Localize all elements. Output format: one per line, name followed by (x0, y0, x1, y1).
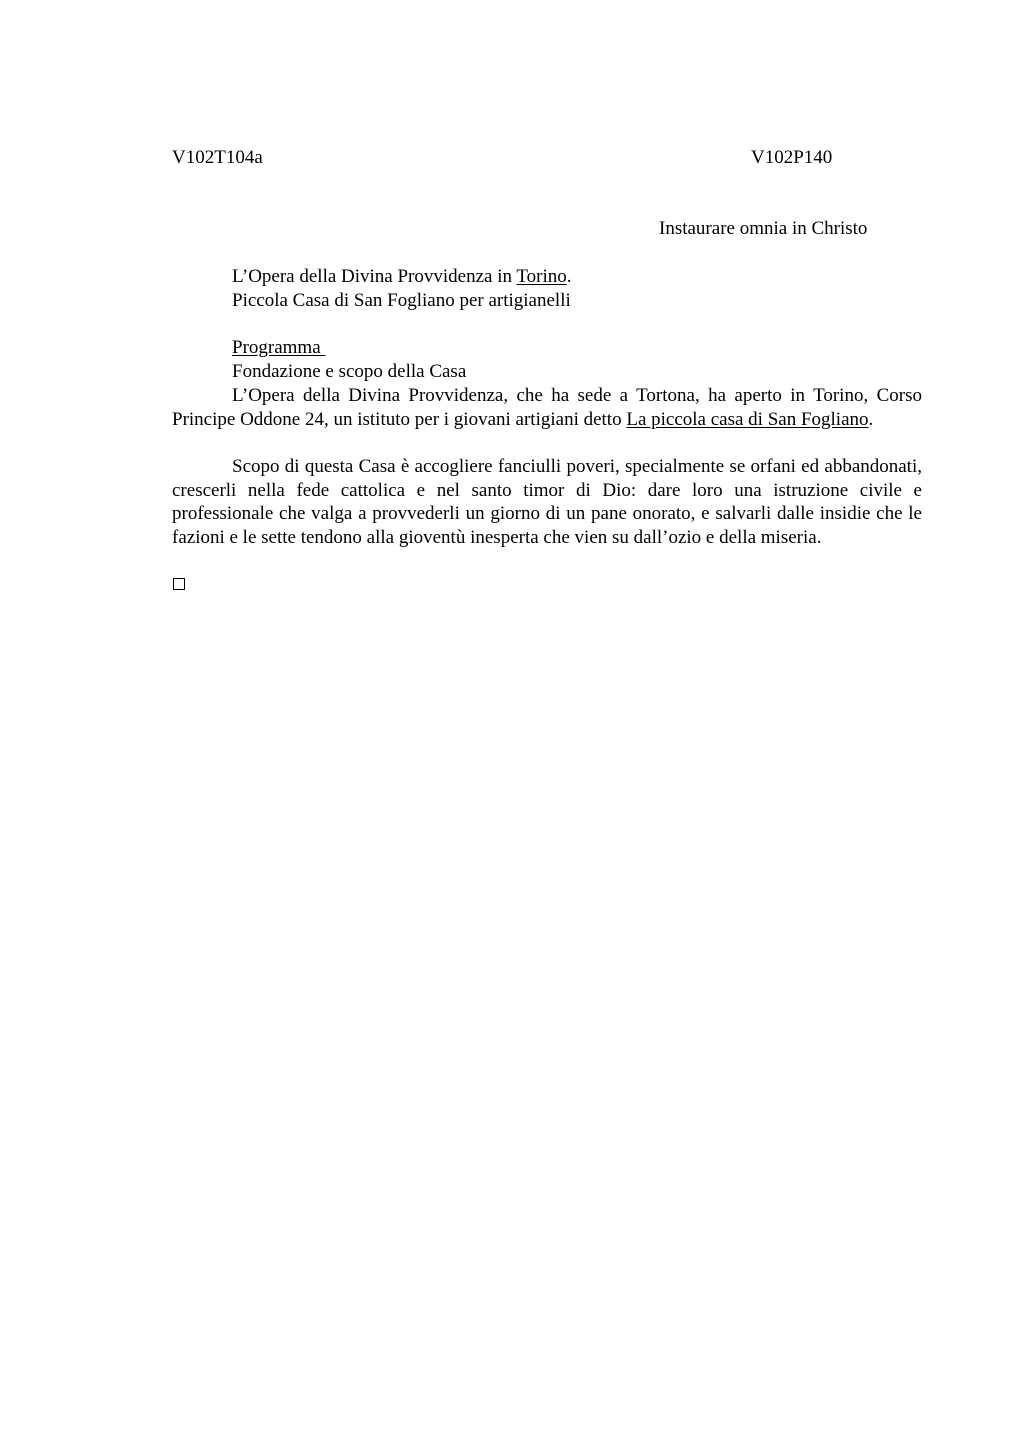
title-line-2: Piccola Casa di San Fogliano per artigianelli (232, 290, 571, 311)
paragraph-2: Scopo di questa Casa è accogliere fanciulli poveri, specialmente se orfani ed abbandonati, crescerli nella fede cattolica e nel santo timor di Dio: dare loro una istruzione civile e professionale che valga a provvederli un giorno di un pane onorato, e salvarli dalle insidie che le fazioni e le sette tendono alla gioventù inesperta che vien su dall’ozio e della miseria. (172, 456, 922, 548)
doc-code-left: V102T104a (172, 147, 263, 168)
empty-square-icon (173, 578, 185, 590)
program-heading (232, 336, 325, 360)
paragraph-1-end: . (868, 408, 874, 430)
doc-code-right: V102P140 (751, 147, 833, 168)
paragraph-1 (172, 384, 922, 431)
title-place: Torino (516, 266, 567, 287)
title-prefix: L’Opera della Divina Provvidenza in (232, 266, 517, 287)
motto: Instaurare omnia in Christo (659, 218, 868, 239)
program-heading-text: Programma (232, 337, 326, 358)
paragraph-1-text: L’Opera della Divina Provvidenza, che ha sede a Tortona, ha aperto in Torino, Corso Principe Oddone 24, un istituto per i giovani artigiani detto (172, 385, 922, 430)
title-suffix: . (566, 266, 572, 287)
paragraph-1-house-name: La piccola casa di San Fogliano (626, 408, 869, 430)
program-subheading: Fondazione e scopo della Casa (232, 361, 467, 382)
title-line-1 (232, 265, 572, 289)
